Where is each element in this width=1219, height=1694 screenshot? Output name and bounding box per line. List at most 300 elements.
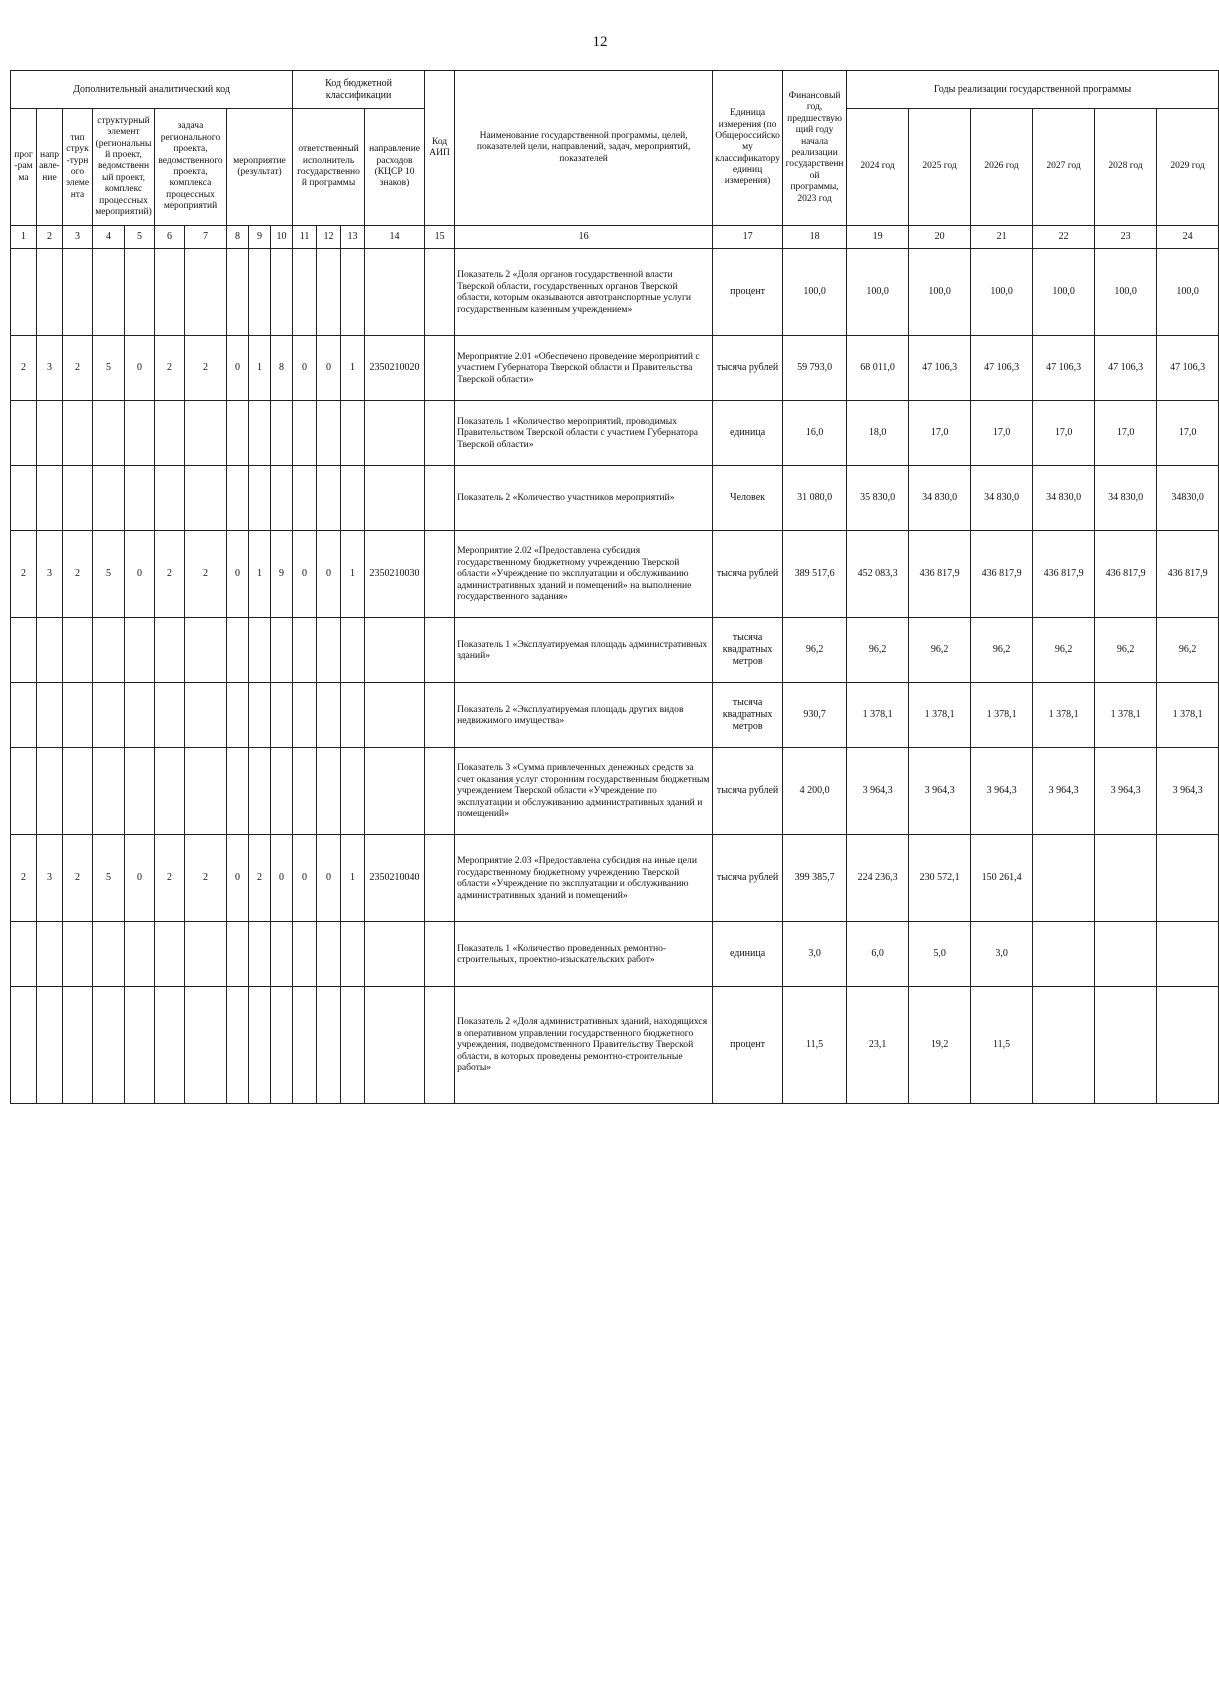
code-cell: 0 [293,531,317,618]
year-value: 96,2 [1157,618,1219,683]
header-name: Наименование государственной программы, целей, показателей цели, направлений, задач, мероприятий, показателей [455,71,713,226]
column-number: 16 [455,226,713,249]
code-cell [425,336,455,401]
code-cell: 1 [249,336,271,401]
year-value: 18,0 [847,401,909,466]
header-struct-type: тип струк-турного элемента [63,109,93,226]
code-cell [63,249,93,336]
code-cell [155,466,185,531]
table-row [11,748,1219,835]
code-cell [185,987,227,1104]
code-cell [249,401,271,466]
year-value: 230 572,1 [909,835,971,922]
code-cell [155,748,185,835]
code-cell [63,683,93,748]
year-value: 100,0 [1033,249,1095,336]
code-cell [425,249,455,336]
code-cell: 2 [11,531,37,618]
year-value: 17,0 [909,401,971,466]
code-cell: 9 [271,531,293,618]
year-value: 5,0 [909,922,971,987]
base-year-value: 59 793,0 [783,336,847,401]
year-value: 3 964,3 [847,748,909,835]
base-year-value: 930,7 [783,683,847,748]
table-row [11,922,1219,987]
code-cell [317,401,341,466]
code-cell [271,683,293,748]
code-cell [293,618,317,683]
base-year-value: 96,2 [783,618,847,683]
code-cell: 2350210030 [365,531,425,618]
year-value: 3 964,3 [1033,748,1095,835]
code-cell: 0 [293,336,317,401]
code-cell [185,683,227,748]
code-cell [293,466,317,531]
item-name: Показатель 3 «Сумма привлеченных денежных средств за счет оказания услуг сторонним государственным бюджетным учреждением Тверской области «Учреждение по эксплуатации и обслуживанию административных зданий и помещений» [455,748,713,835]
year-value: 17,0 [1157,401,1219,466]
unit-cell: тысяча рублей [713,531,783,618]
code-cell [227,922,249,987]
year-value: 224 236,3 [847,835,909,922]
code-cell [63,401,93,466]
code-cell [317,466,341,531]
year-value: 96,2 [1033,618,1095,683]
column-number: 11 [293,226,317,249]
code-cell [341,249,365,336]
code-cell: 2 [11,835,37,922]
header-year-2029: 2029 год [1157,109,1219,226]
item-name: Показатель 1 «Эксплуатируемая площадь административных зданий» [455,618,713,683]
code-cell [425,987,455,1104]
code-cell: 5 [93,835,125,922]
header-struct-element: структурный элемент (региональный проект, ведомственный проект, комплекс процессных мероприятий) [93,109,155,226]
year-value: 3 964,3 [971,748,1033,835]
code-cell [37,249,63,336]
code-cell [317,249,341,336]
table-row [11,683,1219,748]
code-cell: 2 [155,531,185,618]
year-value: 436 817,9 [1157,531,1219,618]
year-value [1095,835,1157,922]
code-cell [317,987,341,1104]
code-cell: 0 [125,336,155,401]
code-cell: 2 [249,835,271,922]
year-value: 100,0 [909,249,971,336]
code-cell: 1 [341,531,365,618]
year-value: 34 830,0 [971,466,1033,531]
code-cell: 2350210020 [365,336,425,401]
code-cell [365,987,425,1104]
code-cell [93,466,125,531]
year-value: 1 378,1 [847,683,909,748]
year-value [1157,835,1219,922]
year-value: 47 106,3 [1157,336,1219,401]
table-row [11,336,1219,401]
column-number: 17 [713,226,783,249]
code-cell [227,401,249,466]
code-cell [93,748,125,835]
code-cell [293,987,317,1104]
code-cell [317,683,341,748]
year-value [1157,987,1219,1104]
header-task: задача регионального проекта, ведомственного проекта, комплекса процессных мероприятий [155,109,227,226]
column-number: 12 [317,226,341,249]
code-cell [63,922,93,987]
code-cell [155,683,185,748]
code-cell [227,683,249,748]
base-year-value: 399 385,7 [783,835,847,922]
code-cell: 2 [11,336,37,401]
code-cell [317,748,341,835]
column-number: 2 [37,226,63,249]
column-number: 19 [847,226,909,249]
code-cell [365,466,425,531]
code-cell [227,466,249,531]
column-number: 5 [125,226,155,249]
year-value [1095,987,1157,1104]
code-cell [155,401,185,466]
code-cell [293,401,317,466]
column-number: 8 [227,226,249,249]
code-cell [249,987,271,1104]
code-cell [249,466,271,531]
code-cell [365,683,425,748]
code-cell [365,748,425,835]
year-value [1033,835,1095,922]
code-cell: 2 [155,835,185,922]
code-cell [11,401,37,466]
code-cell: 5 [93,531,125,618]
code-cell [249,618,271,683]
code-cell: 0 [125,531,155,618]
year-value: 96,2 [971,618,1033,683]
code-cell: 0 [317,835,341,922]
year-value: 3 964,3 [909,748,971,835]
code-cell [293,249,317,336]
year-value: 436 817,9 [1095,531,1157,618]
column-number: 1 [11,226,37,249]
program-table [10,70,1219,1104]
code-cell [37,987,63,1104]
table-row [11,531,1219,618]
header-year-2028: 2028 год [1095,109,1157,226]
table-row [11,401,1219,466]
base-year-value: 16,0 [783,401,847,466]
code-cell [125,987,155,1104]
year-value: 47 106,3 [909,336,971,401]
unit-cell: единица [713,922,783,987]
header-expense-direction: направление расходов (КЦСР 10 знаков) [365,109,425,226]
year-value: 3,0 [971,922,1033,987]
header-aip-code: Код АИП [425,71,455,226]
code-cell [425,401,455,466]
column-number: 7 [185,226,227,249]
item-name: Показатель 2 «Количество участников мероприятий» [455,466,713,531]
year-value: 17,0 [971,401,1033,466]
code-cell: 0 [125,835,155,922]
code-cell [125,618,155,683]
code-cell [93,922,125,987]
item-name: Показатель 2 «Доля административных зданий, находящихся в оперативном управлении государственного бюджетного учреждения, подведомственного Правительству Тверской области, в которых проведены ремонтно-строительные работы» [455,987,713,1104]
code-cell [93,249,125,336]
column-number: 20 [909,226,971,249]
table-row [11,835,1219,922]
code-cell [11,987,37,1104]
code-cell [155,249,185,336]
code-cell [271,748,293,835]
code-cell [271,249,293,336]
code-cell [63,466,93,531]
code-cell [125,249,155,336]
code-cell [341,922,365,987]
code-cell [271,922,293,987]
code-cell [185,618,227,683]
year-value [1033,987,1095,1104]
code-cell: 0 [317,531,341,618]
column-number: 21 [971,226,1033,249]
year-value: 1 378,1 [909,683,971,748]
header-year-2024: 2024 год [847,109,909,226]
year-value: 47 106,3 [971,336,1033,401]
year-value [1095,922,1157,987]
code-cell [317,922,341,987]
table-row [11,987,1219,1104]
year-value: 23,1 [847,987,909,1104]
year-value: 17,0 [1033,401,1095,466]
code-cell [11,618,37,683]
table-row [11,249,1219,336]
year-value: 1 378,1 [1095,683,1157,748]
year-value: 47 106,3 [1033,336,1095,401]
year-value [1033,922,1095,987]
code-cell: 1 [341,835,365,922]
item-name: Мероприятие 2.03 «Предоставлена субсидия на иные цели государственному бюджетному учреждению Тверской области «Учреждение по эксплуатации и обслуживанию административных зданий и помещений» [455,835,713,922]
item-name: Показатель 2 «Доля органов государственной власти Тверской области, государственных органов Тверской области, которым оказываются автотранспортные услуги государственным казенным учреждением» [455,249,713,336]
code-cell [425,922,455,987]
base-year-value: 31 080,0 [783,466,847,531]
code-cell [293,922,317,987]
header-year-2027: 2027 год [1033,109,1095,226]
table-row [11,466,1219,531]
column-number: 3 [63,226,93,249]
year-value: 3 964,3 [1157,748,1219,835]
header-program: прог-рамма [11,109,37,226]
code-cell [185,249,227,336]
code-cell [365,249,425,336]
code-cell [341,401,365,466]
header-event: мероприятие (результат) [227,109,293,226]
year-value: 47 106,3 [1095,336,1157,401]
code-cell [185,466,227,531]
column-number: 4 [93,226,125,249]
code-cell [227,618,249,683]
code-cell: 2 [185,835,227,922]
column-number: 22 [1033,226,1095,249]
year-value: 34 830,0 [1095,466,1157,531]
code-cell [341,618,365,683]
code-cell [155,987,185,1104]
code-cell [93,618,125,683]
code-cell: 3 [37,531,63,618]
code-cell: 3 [37,835,63,922]
code-cell [425,748,455,835]
code-cell [425,466,455,531]
code-cell [271,987,293,1104]
code-cell [365,618,425,683]
item-name: Показатель 2 «Эксплуатируемая площадь других видов недвижимого имущества» [455,683,713,748]
item-name: Показатель 1 «Количество мероприятий, проводимых Правительством Тверской области с участием Губернатора Тверской области» [455,401,713,466]
code-cell [425,835,455,922]
code-cell: 2 [185,531,227,618]
code-cell [93,987,125,1104]
item-name: Мероприятие 2.01 «Обеспечено проведение мероприятий с участием Губернатора Тверской области и Правительства Тверской области» [455,336,713,401]
year-value: 436 817,9 [1033,531,1095,618]
code-cell [125,401,155,466]
code-cell [271,618,293,683]
code-cell [37,683,63,748]
unit-cell: процент [713,987,783,1104]
code-cell [341,748,365,835]
year-value: 96,2 [847,618,909,683]
unit-cell: Человек [713,466,783,531]
code-cell [37,748,63,835]
code-cell [11,683,37,748]
column-number: 13 [341,226,365,249]
code-cell: 1 [341,336,365,401]
year-value: 96,2 [909,618,971,683]
code-cell [37,618,63,683]
unit-cell: единица [713,401,783,466]
year-value: 1 378,1 [1033,683,1095,748]
page-number: 12 [592,34,608,50]
year-value: 17,0 [1095,401,1157,466]
code-cell [93,401,125,466]
year-value: 34 830,0 [1033,466,1095,531]
header-year-2026: 2026 год [971,109,1033,226]
code-cell: 5 [93,336,125,401]
code-cell [37,401,63,466]
item-name: Мероприятие 2.02 «Предоставлена субсидия государственному бюджетному учреждению Тверской области «Учреждение по эксплуатации и обслуживанию административных зданий и помещений» на выполнение государственного задания» [455,531,713,618]
code-cell [125,466,155,531]
code-cell: 2 [63,531,93,618]
column-number: 24 [1157,226,1219,249]
code-cell [11,748,37,835]
year-value [1157,922,1219,987]
column-number: 18 [783,226,847,249]
code-cell [155,618,185,683]
column-number-row [11,226,1219,249]
year-value: 100,0 [847,249,909,336]
code-cell [249,683,271,748]
code-cell: 2 [185,336,227,401]
unit-cell: тысяча квадратных метров [713,683,783,748]
code-cell [227,748,249,835]
year-value: 96,2 [1095,618,1157,683]
column-number: 6 [155,226,185,249]
header-unit: Единица измерения (по Общероссийскому классификатору единиц измерения) [713,71,783,226]
year-value: 436 817,9 [909,531,971,618]
code-cell [37,466,63,531]
base-year-value: 389 517,6 [783,531,847,618]
code-cell: 1 [249,531,271,618]
year-value: 19,2 [909,987,971,1104]
header-executor: ответственный исполнитель государственной программы [293,109,365,226]
year-value: 436 817,9 [971,531,1033,618]
code-cell [425,618,455,683]
base-year-value: 100,0 [783,249,847,336]
header-years-group: Годы реализации государственной программы [847,71,1219,109]
code-cell [341,683,365,748]
code-cell: 2 [63,835,93,922]
code-cell: 0 [227,835,249,922]
year-value: 100,0 [1157,249,1219,336]
code-cell [11,249,37,336]
year-value: 34830,0 [1157,466,1219,531]
unit-cell: процент [713,249,783,336]
code-cell: 0 [293,835,317,922]
code-cell: 3 [37,336,63,401]
code-cell [227,987,249,1104]
column-number: 9 [249,226,271,249]
column-number: 23 [1095,226,1157,249]
code-cell [317,618,341,683]
code-cell [63,987,93,1104]
code-cell [125,683,155,748]
code-cell [227,249,249,336]
base-year-value: 3,0 [783,922,847,987]
year-value: 11,5 [971,987,1033,1104]
unit-cell: тысяча квадратных метров [713,618,783,683]
code-cell [11,466,37,531]
code-cell [249,748,271,835]
code-cell [37,922,63,987]
header-analytic-code: Дополнительный аналитический код [11,71,293,109]
code-cell: 0 [227,531,249,618]
year-value: 68 011,0 [847,336,909,401]
code-cell [249,249,271,336]
code-cell: 2 [155,336,185,401]
code-cell [11,922,37,987]
code-cell [63,618,93,683]
code-cell [341,466,365,531]
unit-cell: тысяча рублей [713,336,783,401]
header-direction: направле-ние [37,109,63,226]
code-cell [293,683,317,748]
code-cell [93,683,125,748]
year-value: 1 378,1 [1157,683,1219,748]
year-value: 452 083,3 [847,531,909,618]
code-cell [185,401,227,466]
column-number: 15 [425,226,455,249]
year-value: 3 964,3 [1095,748,1157,835]
code-cell [271,401,293,466]
year-value: 34 830,0 [909,466,971,531]
code-cell [425,531,455,618]
code-cell [425,683,455,748]
code-cell [249,922,271,987]
header-base-year: Финансовый год, предшествующий году начала реализации государственной программы, 2023 год [783,71,847,226]
header-budget-code: Код бюджетной классификации [293,71,425,109]
year-value: 100,0 [1095,249,1157,336]
code-cell [271,466,293,531]
code-cell: 2350210040 [365,835,425,922]
column-number: 14 [365,226,425,249]
table-body [11,249,1219,1104]
base-year-value: 11,5 [783,987,847,1104]
code-cell: 0 [271,835,293,922]
code-cell [125,922,155,987]
year-value: 6,0 [847,922,909,987]
